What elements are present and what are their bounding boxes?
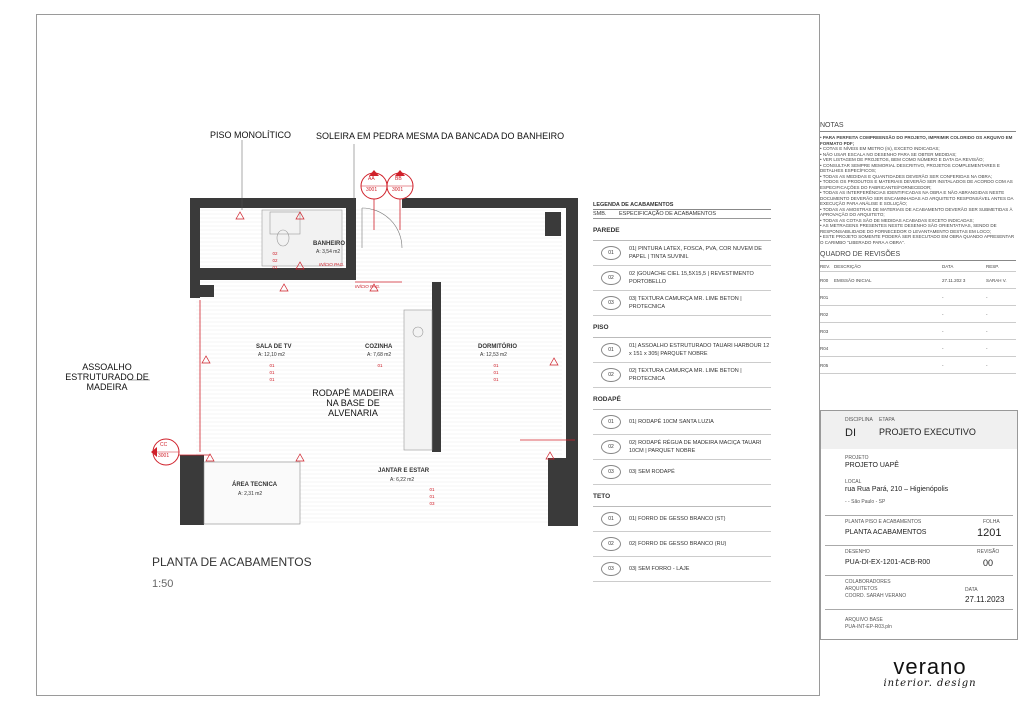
desenho-label: DESENHO	[845, 549, 870, 555]
note-item: • COTAS E NÍVEIS EM METRO (m), EXCETO INDICADAS;	[820, 146, 940, 151]
divider	[825, 515, 1013, 516]
revisao-value: 00	[983, 558, 994, 568]
room-area-area-tecnica: A: 2,31 m2	[238, 491, 263, 497]
note-item: • TODOS OS PRODUTOS E MATERIAIS DEVERÃO SER INSTALADOS DE ACORDO COM AS ESPECIFICAÇÕES DO FABRICANTE/FORNECEDOR;	[820, 179, 1013, 190]
colaboradores-label: COLABORADORES	[845, 579, 891, 585]
legend-desc: 03| TEXTURA CAMURÇA MR. LIME BETON | PROTECNICA	[629, 296, 742, 310]
room-name-sala-tv: SALA DE TV	[256, 344, 292, 350]
legend-column-headers	[593, 210, 771, 219]
note-item: • CONSULTAR SEMPRE MEMORIAL DESCRITIVO, PROJETOS COMPLEMENTARES E DETALHES ESPECÍFICOS;	[820, 162, 1000, 173]
local-value: rua Rua Pará, 210 – Higienópolis	[845, 486, 949, 493]
brand-name: verano	[893, 654, 967, 679]
note-item: • TODAS AS COTAS SÃO DE MEDIDAS ACABADAS EXCETO INDICADAS;	[820, 217, 974, 223]
legend-desc: 02| RODAPÉ RÉGUA DE MADEIRA MACIÇA TAUARI 10CM | PARQUET NOBRE	[629, 440, 762, 454]
legend-code: 02	[601, 537, 621, 551]
planta-label: PLANTA PISO E ACABAMENTOS	[845, 519, 922, 525]
room-area-sala-tv: A: 12,10 m2	[258, 352, 285, 358]
note-item: • NÃO USAR ESCALA NO DESENHO PARA SE OBTER MEDIDAS;	[820, 151, 957, 157]
note-item: • PARA PERFEITA COMPREENSÃO DO PROJETO, IMPRIMIR COLORIDO OS ARQUIVO EM FORMATO PDF;	[820, 135, 1013, 146]
section-aa-sheet: 3001	[366, 187, 378, 193]
finish-tags-cozinha: 01	[377, 363, 383, 368]
callout-piso-monolitico: PISO MONOLÍTICO	[210, 130, 292, 140]
inicio-pag-label-2: INÍCIO PAG.	[355, 284, 381, 289]
notes-list	[820, 135, 1016, 245]
legend-code: 01	[601, 415, 621, 429]
etapa-label: ETAPA	[879, 417, 895, 423]
revisions-header	[820, 261, 1016, 272]
section-cc-code: CC	[160, 442, 168, 448]
finish-tags-dormitorio: 01 01 01	[493, 363, 499, 382]
revision-row: R03 - -	[820, 323, 1016, 340]
desenho-value: PUA-DI-EX-1201-ACB-R00	[845, 559, 931, 566]
arquivo-label: ARQUIVO BASE	[845, 617, 883, 623]
section-bb-sheet: 3001	[392, 187, 404, 193]
finish-tags-banheiro: 02 02 01	[272, 251, 278, 270]
revision-row: R04 - -	[820, 340, 1016, 357]
room-area-banheiro: A: 3,54 m2	[316, 249, 341, 255]
legend-section-piso: PISO	[593, 316, 771, 338]
legend-desc: 03| SEM FORRO - LAJE	[629, 566, 690, 572]
brand-logo	[870, 656, 990, 689]
legend-row	[593, 460, 771, 485]
legend-desc: 03| SEM RODAPÉ	[629, 469, 675, 475]
arquitetos-label: ARQUITETOS	[845, 586, 878, 592]
callout-assoalho: ASSOALHO ESTRUTURADO DE MADEIRA	[65, 362, 149, 392]
drawing-title: PLANTA DE ACABAMENTOS	[152, 555, 312, 569]
section-bb-code: BB	[395, 176, 402, 182]
planta-value: PLANTA ACABAMENTOS	[845, 529, 927, 536]
drawing-scale: 1:50	[152, 578, 174, 590]
legend-code: 03	[601, 465, 621, 479]
finish-tags-jantar: 01 01 03	[429, 487, 435, 506]
disciplina-value: DI	[845, 427, 856, 439]
revisao-label: REVISÃO	[977, 549, 1000, 555]
legend-row	[593, 291, 771, 316]
room-name-cozinha: COZINHA	[365, 344, 393, 350]
rev-col-resp: RESP.	[986, 263, 999, 269]
coord-value: COORD. SARAH VERANO	[845, 593, 907, 599]
divider	[825, 609, 1013, 610]
revision-row: R00 EMISSÃO INICIAL 27.11.202 3 SARAH V.	[820, 272, 1016, 289]
legend-desc: 02| TEXTURA CAMURÇA MR. LIME BETON | PROTECNICA	[629, 368, 742, 382]
legend-title: LEGENDA DE ACABAMENTOS	[593, 200, 771, 210]
disciplina-label: DISCIPLINA	[845, 417, 873, 423]
legend-row	[593, 241, 771, 266]
note-item: • AS METRAGENS PRESENTES NESTE DESENHO SÃO ORIENTATIVAS, SENDO DE RESPONSABILIDADE DO FORNECEDOR O LEVANTAMENTO DESTAS EM LOCO;	[820, 223, 997, 234]
room-name-banheiro: BANHEIRO	[313, 241, 346, 247]
legend-desc: 01| PINTURA LATEX, FOSCA, PVA, COR NUVEM DE PAPEL | TINTA SUVINIL	[629, 246, 762, 260]
legend-row	[593, 266, 771, 291]
legend-desc: 01| RODAPÉ 10CM SANTA LUZIA	[629, 419, 714, 425]
section-mark-bb	[387, 170, 413, 199]
legend-code: 02	[601, 368, 621, 382]
legend-desc: 01| ASSOALHO ESTRUTURADO TAUARI HARBOUR 12 x 151 x 305| PARQUET NOBRE	[629, 343, 770, 357]
arquivo-value: PUA-INT-EP-R03.pln	[845, 624, 892, 630]
room-name-area-tecnica: ÁREA TECNICA	[232, 482, 278, 488]
legend-col-spec: ESPECIFICAÇÃO DE ACABAMENTOS	[619, 211, 717, 217]
note-item: • TODAS AS INTERFERÊNCIAS IDENTIFICADAS NA OBRA E NÃO ABRANGIDAS NESTE DOCUMENTO DEVERÃO SER ENCAMINHADAS AO ARQUITETO RESPONSÁVEL ANTES DA EXECUÇÃO PARA ANÁLISE E SOLUÇÃO;	[820, 190, 1014, 206]
legend-code: 01	[601, 246, 621, 260]
data-value: 27.11.2023	[965, 595, 1005, 604]
room-name-jantar: JANTAR E ESTAR	[378, 468, 430, 474]
legend-desc: 02 |GOUACHE CIEL 15,5X15,5 | REVESTIMENTO PORTOBELLO	[629, 271, 754, 285]
legend-section-parede: PAREDE	[593, 219, 771, 241]
finish-tags-sala: 01 01 01	[269, 363, 275, 382]
projeto-label: PROJETO	[845, 455, 869, 461]
legend-section-teto: TETO	[593, 485, 771, 507]
revision-row: R02 - -	[820, 306, 1016, 323]
folha-value: 1201	[977, 527, 1002, 539]
notes-title: NOTAS	[820, 122, 1016, 132]
note-item: • ESTE PROJETO SOMENTE PODERÁ SER EXECUTADO EM OBRA QUANDO APRESENTAR O CARIMBO "LIBERADO PARA A OBRA".	[820, 234, 1015, 245]
note-item: • TODAS AS MEDIDAS E QUANTIDADES DEVERÃO SER CONFERIDAS NA OBRA;	[820, 173, 992, 179]
rev-col-desc: DESCRIÇÃO	[834, 263, 861, 269]
etapa-value: PROJETO EXECUTIVO	[879, 427, 976, 437]
room-area-jantar: A: 6,22 m2	[390, 477, 415, 483]
room-area-cozinha: A: 7,68 m2	[367, 352, 392, 358]
legend-row	[593, 338, 771, 363]
legend-code: 03	[601, 296, 621, 310]
room-name-dormitorio: DORMITÓRIO	[478, 344, 517, 350]
note-item: • VER LISTAGEM DE PROJETOS, BEM COMO NÚMERO E DATA DA REVISÃO;	[820, 157, 984, 162]
revision-row: R01 - -	[820, 289, 1016, 306]
revision-row: R05 - -	[820, 357, 1016, 374]
legend-row	[593, 363, 771, 388]
legend-row	[593, 532, 771, 557]
legend-row	[593, 435, 771, 460]
room-area-dormitorio: A: 12,53 m2	[480, 352, 507, 358]
divider	[825, 575, 1013, 576]
callout-rodape-madeira: RODAPÉ MADEIRA NA BASE DE ALVENARIA	[312, 388, 394, 418]
divider	[825, 545, 1013, 546]
inicio-pag-label-1: INÍCIO PAG.	[319, 262, 345, 267]
folha-label: FOLHA	[983, 519, 1000, 525]
legend-code: 03	[601, 562, 621, 576]
cidade-value: - - São Paulo - SP	[845, 499, 886, 505]
legend-code: 01	[601, 512, 621, 526]
note-item: • TODAS AS AMOSTRAS DE MATERIAIS DE ACABAMENTO DEVERÃO SER SUBMETIDAS À APROVAÇÃO DO ARQUITETO;	[820, 206, 1013, 217]
rev-col-date: DATA	[942, 263, 954, 269]
section-cc-sheet: 3001	[158, 453, 170, 459]
rev-col-rev: REV.	[820, 263, 831, 269]
brand-sub: interior. design	[883, 678, 977, 689]
data-label: DATA	[965, 587, 978, 593]
section-mark-aa	[361, 170, 387, 199]
legend-desc: 02| FORRO DE GESSO BRANCO (RU)	[629, 541, 727, 547]
legend-col-smb: SMB.	[593, 211, 607, 217]
legend-desc: 01| FORRO DE GESSO BRANCO (ST)	[629, 516, 726, 522]
projeto-value: PROJETO UAPÊ	[845, 462, 899, 469]
local-label: LOCAL	[845, 479, 862, 485]
legend-code: 02	[601, 271, 621, 285]
legend-code: 02	[601, 440, 621, 454]
title-block	[820, 410, 1018, 640]
finish-legend	[593, 200, 771, 582]
legend-row	[593, 410, 771, 435]
legend-code: 01	[601, 343, 621, 357]
revisions-title: QUADRO DE REVISÕES	[820, 245, 1016, 261]
legend-row	[593, 557, 771, 582]
section-aa-code: AA	[368, 176, 375, 182]
legend-section-rodape: RODAPÉ	[593, 388, 771, 410]
notes-panel	[820, 122, 1016, 374]
legend-row	[593, 507, 771, 532]
callout-soleira: SOLEIRA EM PEDRA MESMA DA BANCADA DO BANHEIRO	[316, 131, 565, 141]
